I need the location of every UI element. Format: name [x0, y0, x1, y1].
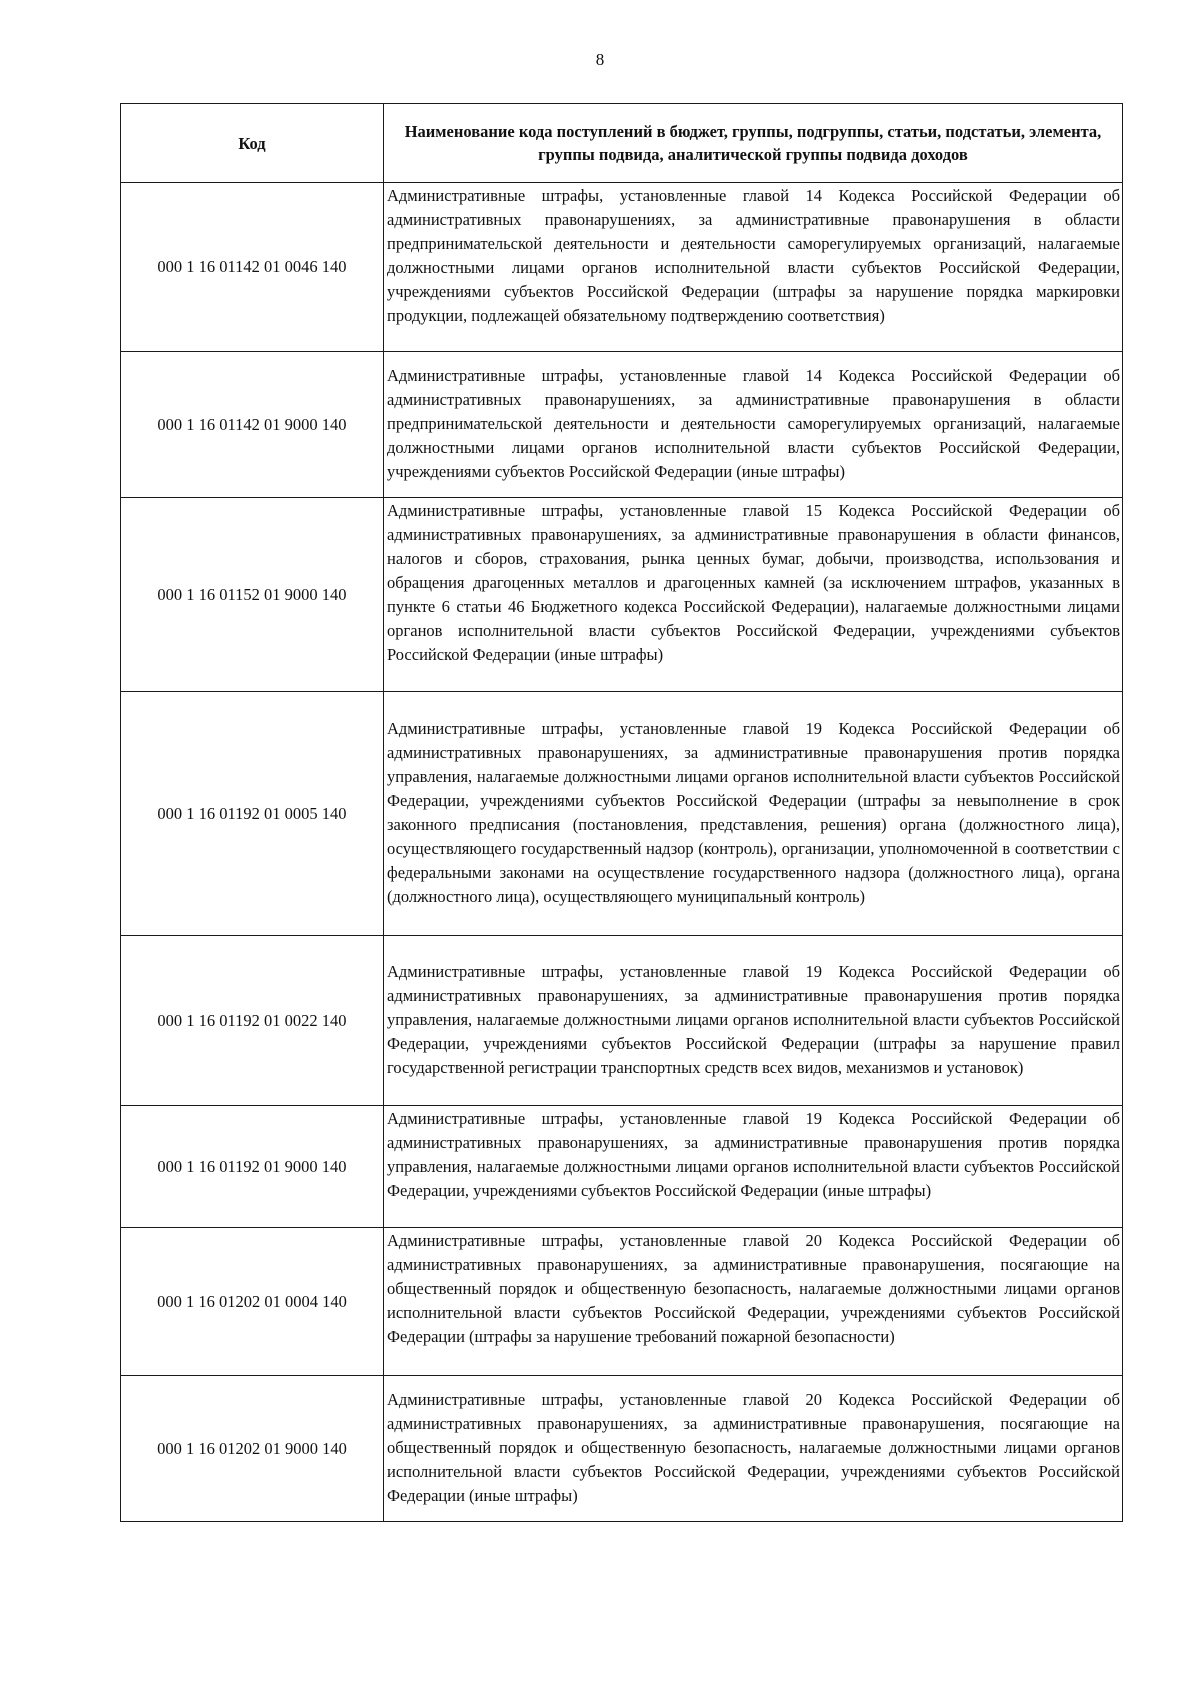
row-description: Административные штрафы, установленные главой 20 Кодекса Российской Федерации об административных правонарушениях, за административные правонарушения, посягающие на общественный порядок и общественную безопасность, налагаемые должностными лицами органов исполнительной власти субъектов Российской Федерации, учреждениями субъектов Российской Федерации (иные штрафы)	[384, 1376, 1123, 1522]
row-description: Административные штрафы, установленные главой 20 Кодекса Российской Федерации об административных правонарушениях, за административные правонарушения, посягающие на общественный порядок и общественную безопасность, налагаемые должностными лицами органов исполнительной власти субъектов Российской Федерации, учреждениями субъектов Российской Федерации (штрафы за нарушение требований пожарной безопасности)	[384, 1228, 1123, 1376]
row-description: Административные штрафы, установленные главой 19 Кодекса Российской Федерации об административных правонарушениях, за административные правонарушения против порядка управления, налагаемые должностными лицами органов исполнительной власти субъектов Российской Федерации, учреждениями субъектов Российской Федерации (иные штрафы)	[384, 1106, 1123, 1228]
row-code: 000 1 16 01192 01 0022 140	[121, 936, 384, 1106]
row-description: Административные штрафы, установленные главой 14 Кодекса Российской Федерации об административных правонарушениях, за административные правонарушения в области предпринимательской деятельности и деятельности саморегулируемых организаций, налагаемые должностными лицами органов исполнительной власти субъектов Российской Федерации, учреждениями субъектов Российской Федерации (штрафы за нарушение порядка маркировки продукции, подлежащей обязательному подтверждению соответствия)	[384, 183, 1123, 352]
row-code: 000 1 16 01142 01 9000 140	[121, 352, 384, 498]
table-row	[121, 352, 1123, 498]
row-description: Административные штрафы, установленные главой 19 Кодекса Российской Федерации об административных правонарушениях, за административные правонарушения против порядка управления, налагаемые должностными лицами органов исполнительной власти субъектов Российской Федерации, учреждениями субъектов Российской Федерации (штрафы за нарушение правил государственной регистрации транспортных средств всех видов, механизмов и установок)	[384, 936, 1123, 1106]
row-description: Административные штрафы, установленные главой 14 Кодекса Российской Федерации об административных правонарушениях, за административные правонарушения в области предпринимательской деятельности и деятельности саморегулируемых организаций, налагаемые должностными лицами органов исполнительной власти субъектов Российской Федерации, учреждениями субъектов Российской Федерации (иные штрафы)	[384, 352, 1123, 498]
row-code: 000 1 16 01152 01 9000 140	[121, 498, 384, 692]
table-row	[121, 183, 1123, 352]
table-row	[121, 1228, 1123, 1376]
row-code: 000 1 16 01142 01 0046 140	[121, 183, 384, 352]
header-description: Наименование кода поступлений в бюджет, группы, подгруппы, статьи, подстатьи, элемента, группы подвида, аналитической группы подвида доходов	[384, 104, 1123, 183]
table-row	[121, 692, 1123, 936]
row-code: 000 1 16 01192 01 0005 140	[121, 692, 384, 936]
page-number: 8	[595, 50, 605, 69]
row-code: 000 1 16 01202 01 9000 140	[121, 1376, 384, 1522]
row-code: 000 1 16 01202 01 0004 140	[121, 1228, 384, 1376]
row-code: 000 1 16 01192 01 9000 140	[121, 1106, 384, 1228]
table-row	[121, 498, 1123, 692]
table-header-row	[121, 104, 1123, 183]
row-description: Административные штрафы, установленные главой 15 Кодекса Российской Федерации об административных правонарушениях, за административные правонарушения в области финансов, налогов и сборов, страхования, рынка ценных бумаг, добычи, производства, использования и обращения драгоценных металлов и драгоценных камней (за исключением штрафов, указанных в пункте 6 статьи 46 Бюджетного кодекса Российской Федерации), налагаемые должностными лицами органов исполнительной власти субъектов Российской Федерации, учреждениями субъектов Российской Федерации (иные штрафы)	[384, 498, 1123, 692]
row-description: Административные штрафы, установленные главой 19 Кодекса Российской Федерации об административных правонарушениях, за административные правонарушения против порядка управления, налагаемые должностными лицами органов исполнительной власти субъектов Российской Федерации, учреждениями субъектов Российской Федерации (штрафы за невыполнение в срок законного предписания (постановления, представления, решения) органа (должностного лица), осуществляющего государственный надзор (контроль), организации, уполномоченной в соответствии с федеральными законами на осуществление государственного надзора (должностного лица), органа (должностного лица), осуществляющего муниципальный контроль)	[384, 692, 1123, 936]
table-row	[121, 936, 1123, 1106]
table-row	[121, 1106, 1123, 1228]
revenue-codes-table	[120, 103, 1123, 1522]
table-row	[121, 1376, 1123, 1522]
header-code: Код	[121, 104, 384, 183]
